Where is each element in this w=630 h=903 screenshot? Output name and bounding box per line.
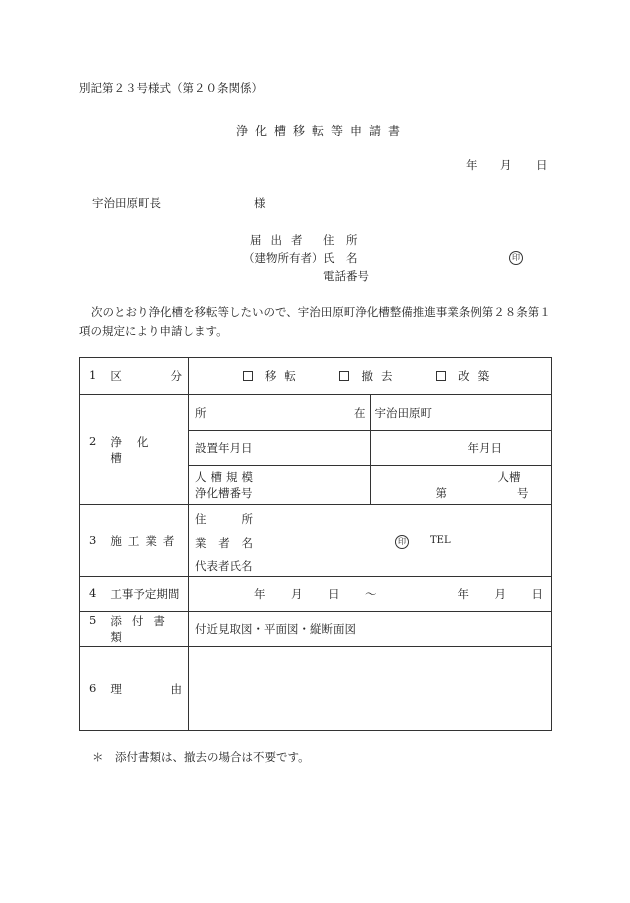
applicant-sublabel: （建物所有者） [243, 251, 324, 265]
reason-field[interactable] [189, 647, 552, 731]
attachments-value: 付近見取図・平面図・縦断面図 [189, 612, 552, 647]
install-date-value: 年 月 日 [370, 431, 552, 466]
option-move[interactable]: 移転 [243, 368, 304, 384]
document-title: 浄化槽移転等申請書 [236, 124, 408, 138]
contractor-seal: 印 [395, 533, 409, 549]
applicant-label: 届出者 [250, 233, 312, 247]
contractor-fields: 住 所 業 者 名 代表者氏名 印 TEL [189, 505, 552, 577]
option-rebuild[interactable]: 改築 [436, 368, 497, 384]
addressee: 宇治田原町長 [92, 196, 161, 210]
seal-mark: 印 [509, 249, 523, 265]
body-text: 次のとおり浄化槽を移転等したいので、宇治田原町浄化槽整備推進事業条例第２８条第１項の規定により申請します。 [79, 305, 551, 338]
application-table [79, 357, 552, 731]
install-date-label: 設置年月日 [189, 431, 371, 466]
date-year: 年 [466, 158, 478, 172]
form-number: 別記第２３号様式（第２０条関係） [79, 81, 263, 95]
date-day: 日 [536, 158, 548, 172]
row4-label: 4 工事予定期間 [80, 577, 189, 612]
row2-label: 2 浄化槽 [80, 395, 189, 505]
applicant-address-label: 住 所 [323, 233, 358, 247]
row5-label: 5 添付書類 [80, 612, 189, 647]
scale-number-label: 人槽規模 浄化槽番号 [189, 466, 371, 505]
footnote: ＊ 添付書類は、撤去の場合は不要です。 [92, 750, 310, 764]
row1-options [189, 358, 552, 395]
applicant-phone-label: 電話番号 [323, 269, 369, 283]
honorific: 様 [254, 196, 266, 210]
scale-number-value: 人槽 第 号 [370, 466, 552, 505]
row1-label: 1 区 分 [80, 358, 189, 395]
row6-label: 6 理 由 [80, 647, 189, 731]
location-label: 所 在 [189, 395, 371, 431]
date-month: 月 [500, 158, 512, 172]
location-value: 宇治田原町 [370, 395, 552, 431]
row3-label: 3 施工業者 [80, 505, 189, 577]
construction-period: 年 月 日 ～ 年 月 日 [189, 577, 552, 612]
tel-label: TEL [430, 535, 451, 546]
applicant-name-label: 氏 名 [323, 251, 358, 265]
option-remove[interactable]: 撤去 [339, 368, 400, 384]
